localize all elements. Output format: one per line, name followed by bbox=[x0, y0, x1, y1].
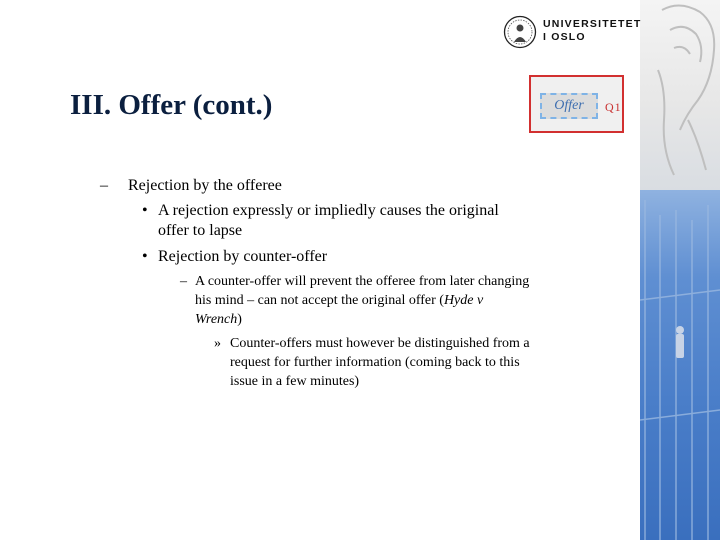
bullet-counter-offer-line2: his mind – can not accept the original offer (Hyde v bbox=[195, 293, 484, 308]
bullet-rejection-lapse-line1: A rejection expressly or impliedly causes the original bbox=[158, 202, 499, 219]
bullet-rejection-lapse-line2: offer to lapse bbox=[158, 222, 243, 239]
case-name: Hyde v bbox=[443, 293, 484, 308]
bullet-request-info-line3: issue in a few minutes) bbox=[230, 374, 360, 389]
bullet-counter-offer-line1: A counter-offer will prevent the offeree from later changing bbox=[195, 274, 530, 289]
decorative-side-image bbox=[640, 0, 720, 540]
question-tag: Q1 bbox=[605, 100, 622, 114]
side-image-art bbox=[640, 0, 720, 540]
slide-title: III. Offer (cont.) bbox=[70, 89, 273, 121]
university-name-line1: UNIVERSITETET bbox=[543, 18, 642, 30]
bullet-dot-marker: • bbox=[142, 248, 148, 265]
bullet-dot-marker: • bbox=[142, 202, 148, 219]
university-logo bbox=[503, 15, 642, 51]
bullet-request-info-line2: request for further information (coming back to this bbox=[230, 355, 520, 370]
chevron-marker: » bbox=[214, 336, 221, 351]
bullet-request-info-line1: Counter-offers must however be distinguished from a bbox=[230, 336, 530, 351]
offer-badge: Offer bbox=[540, 93, 598, 119]
dash-marker: – bbox=[180, 274, 187, 289]
bullet-counter-offer-line3: Wrench) bbox=[195, 312, 242, 327]
case-name: Wrench bbox=[195, 312, 238, 327]
university-name bbox=[543, 18, 641, 44]
bullet-rejection-counter-offer: Rejection by counter-offer bbox=[158, 248, 328, 265]
university-name-line2: I OSLO bbox=[543, 31, 586, 43]
bullet-rejection-by-offeree: Rejection by the offeree bbox=[128, 177, 282, 194]
university-seal-icon bbox=[503, 15, 537, 49]
dash-marker: – bbox=[100, 177, 108, 194]
